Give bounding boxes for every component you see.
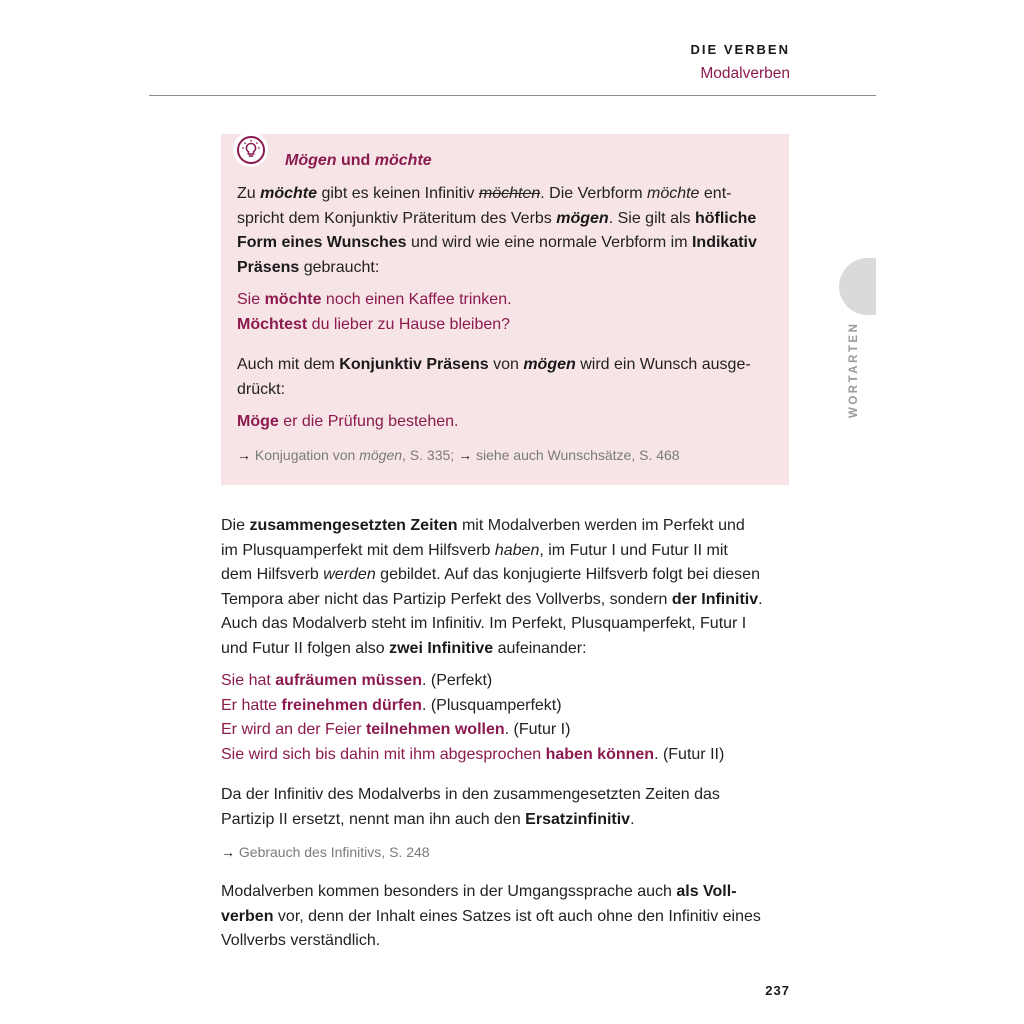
page-number: 237 [765, 983, 790, 998]
example-sentence: Er hatte freinehmen dürfen. (Plusquamperfekt) [221, 696, 562, 714]
body-paragraph: Da der Infinitiv des Modalverbs in den zusammengesetzten Zeiten das Partizip II ersetzt, nennt man ihn auch den Ersatzinfinitiv. [221, 786, 720, 828]
body-paragraph: Die zusammengesetzten Zeiten mit Modalverben werden im Perfekt und im Plusquamperfekt mit dem Hilfsverb haben, im Futur I und Futur II mit dem Hilfsverb werden gebildet. Auf das konjugierte Hilfsverb folgt bei diesen Tempora aber nicht das Partizip Perfekt des Vollverbs, sondern der Infinitiv. Auch das Modalverb steht im Infinitiv. Im Perfekt, Plusquamperfekt, Futur I und Futur II folgen also zwei Infinitive aufeinander: [221, 517, 763, 657]
example-sentence: Er wird an der Feier teilnehmen wollen. (Futur I) [221, 721, 571, 738]
cross-reference: → Gebrauch des Infinitivs, S. 248 [221, 844, 430, 860]
info-paragraph: Zu möchte gibt es keinen Infinitiv möchten. Die Verbform möchte ent- spricht dem Konjunktiv Präteritum des Verbs mögen. Sie gilt als höfliche Form eines Wunsches und wird wie eine normale Verbform im Indikativ Präsens gebraucht: [237, 185, 757, 276]
header-divider [149, 95, 876, 96]
arrow-right-icon: → [237, 446, 251, 463]
side-tab-marker [839, 258, 876, 315]
arrow-right-icon: → [221, 844, 235, 860]
side-tab-label: WORTARTEN [848, 321, 860, 418]
example-sentence: Sie wird sich bis dahin mit ihm abgesprochen haben können. (Futur II) [221, 745, 725, 763]
example-sentence: Sie möchte noch einen Kaffee trinken. [237, 291, 512, 308]
info-box-title: Mögen und möchte [285, 152, 432, 169]
section-title: DIE VERBEN [690, 42, 790, 57]
example-sentence: Möchtest du lieber zu Hause bleiben? [237, 315, 511, 333]
info-paragraph: Auch mit dem Konjunktiv Präsens von mögen wird ein Wunsch ausge- drückt: [237, 356, 751, 398]
main-content [221, 514, 789, 954]
info-box [221, 134, 789, 485]
arrow-right-icon: → [458, 446, 473, 463]
example-sentence: Sie hat aufräumen müssen. (Perfekt) [221, 672, 493, 689]
cross-reference: → Konjugation von mögen, S. 335; → siehe auch Wunschsätze, S. 468 [237, 446, 680, 463]
body-paragraph: Modalverben kommen besonders in der Umgangssprache auch als Voll- verben vor, denn der Inhalt eines Satzes ist oft auch ohne den Infinitiv eines Vollverbs verständlich. [221, 883, 761, 949]
subsection-title: Modalverben [700, 65, 790, 82]
example-sentence: Möge er die Prüfung bestehen. [237, 413, 459, 430]
lightbulb-icon [233, 132, 268, 167]
